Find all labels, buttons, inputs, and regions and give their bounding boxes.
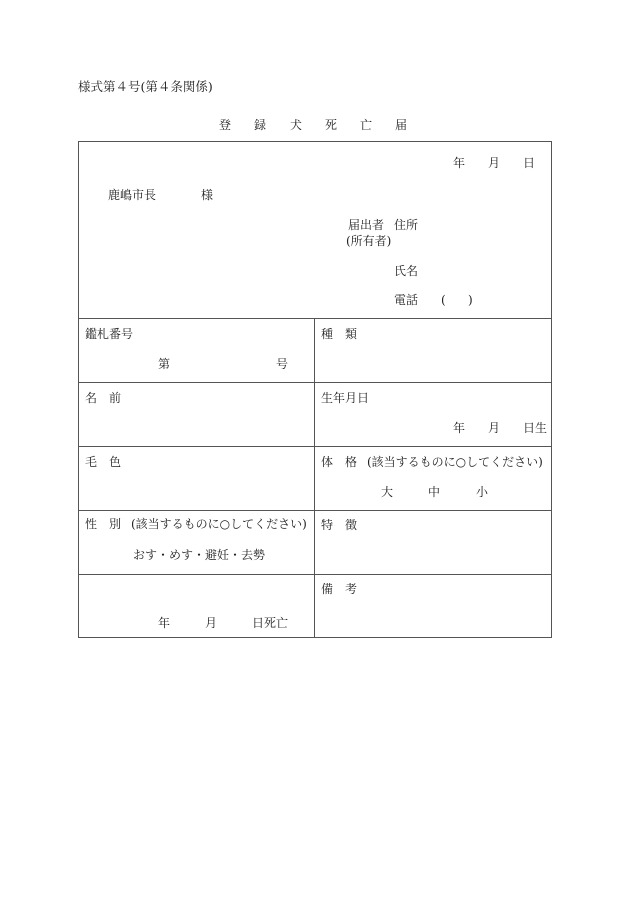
tag-number-label: 鑑札番号 <box>85 327 134 341</box>
row-divider <box>78 318 552 319</box>
row-divider <box>78 382 552 383</box>
coat-color-label: 毛 色 <box>85 455 122 469</box>
title-char: 亡 <box>360 118 373 132</box>
death-day-label: 日死亡 <box>252 616 289 630</box>
title-char: 届 <box>395 118 408 132</box>
title-char: 登 <box>219 118 232 132</box>
owner-label: (所有者) <box>346 234 392 248</box>
tag-number-prefix: 第 <box>158 357 171 371</box>
breed-label: 種 類 <box>321 327 358 341</box>
sex-label: 性 別 <box>85 517 122 531</box>
remarks-label: 備 考 <box>321 582 358 596</box>
birth-year-label: 年 <box>453 421 466 435</box>
date-day-label: 日 <box>523 156 536 170</box>
death-month-label: 月 <box>205 616 218 630</box>
body-size-option-medium: 中 <box>428 485 441 499</box>
name-label: 氏名 <box>394 264 419 278</box>
row-divider <box>78 510 552 511</box>
date-month-label: 月 <box>488 156 501 170</box>
dog-name-label: 名 前 <box>85 391 122 405</box>
row-divider <box>78 446 552 447</box>
form-number: 様式第４号(第４条関係) <box>78 79 213 94</box>
title-char: 録 <box>254 118 267 132</box>
column-divider <box>314 318 315 638</box>
body-size-option-small: 小 <box>476 485 489 499</box>
phone-label: 電話 <box>394 293 419 307</box>
phone-open-paren: ( <box>441 293 446 307</box>
birth-month-label: 月 <box>488 421 501 435</box>
honorific: 様 <box>201 188 214 202</box>
features-label: 特 徴 <box>321 518 358 532</box>
birth-day-label: 日生 <box>523 421 548 435</box>
title-char: 死 <box>325 118 338 132</box>
form-table <box>78 141 552 638</box>
mayor-addressee: 鹿嶋市長 <box>108 188 157 202</box>
sex-options: おす・めす・避妊・去勢 <box>133 548 266 562</box>
title-char: 犬 <box>290 118 303 132</box>
birth-date-label: 生年月日 <box>321 391 370 405</box>
phone-close-paren: ) <box>468 293 473 307</box>
body-size-option-large: 大 <box>381 485 394 499</box>
death-year-label: 年 <box>158 616 171 630</box>
sex-note: (該当するものに○してください) <box>131 517 307 531</box>
body-size-label: 体 格 <box>321 455 358 469</box>
body-size-note: (該当するものに○してください) <box>367 455 543 469</box>
date-year-label: 年 <box>453 156 466 170</box>
address-label: 住所 <box>394 218 419 232</box>
row-divider <box>78 574 552 575</box>
submitter-label: 届出者 <box>348 218 385 232</box>
tag-number-suffix: 号 <box>276 357 289 371</box>
